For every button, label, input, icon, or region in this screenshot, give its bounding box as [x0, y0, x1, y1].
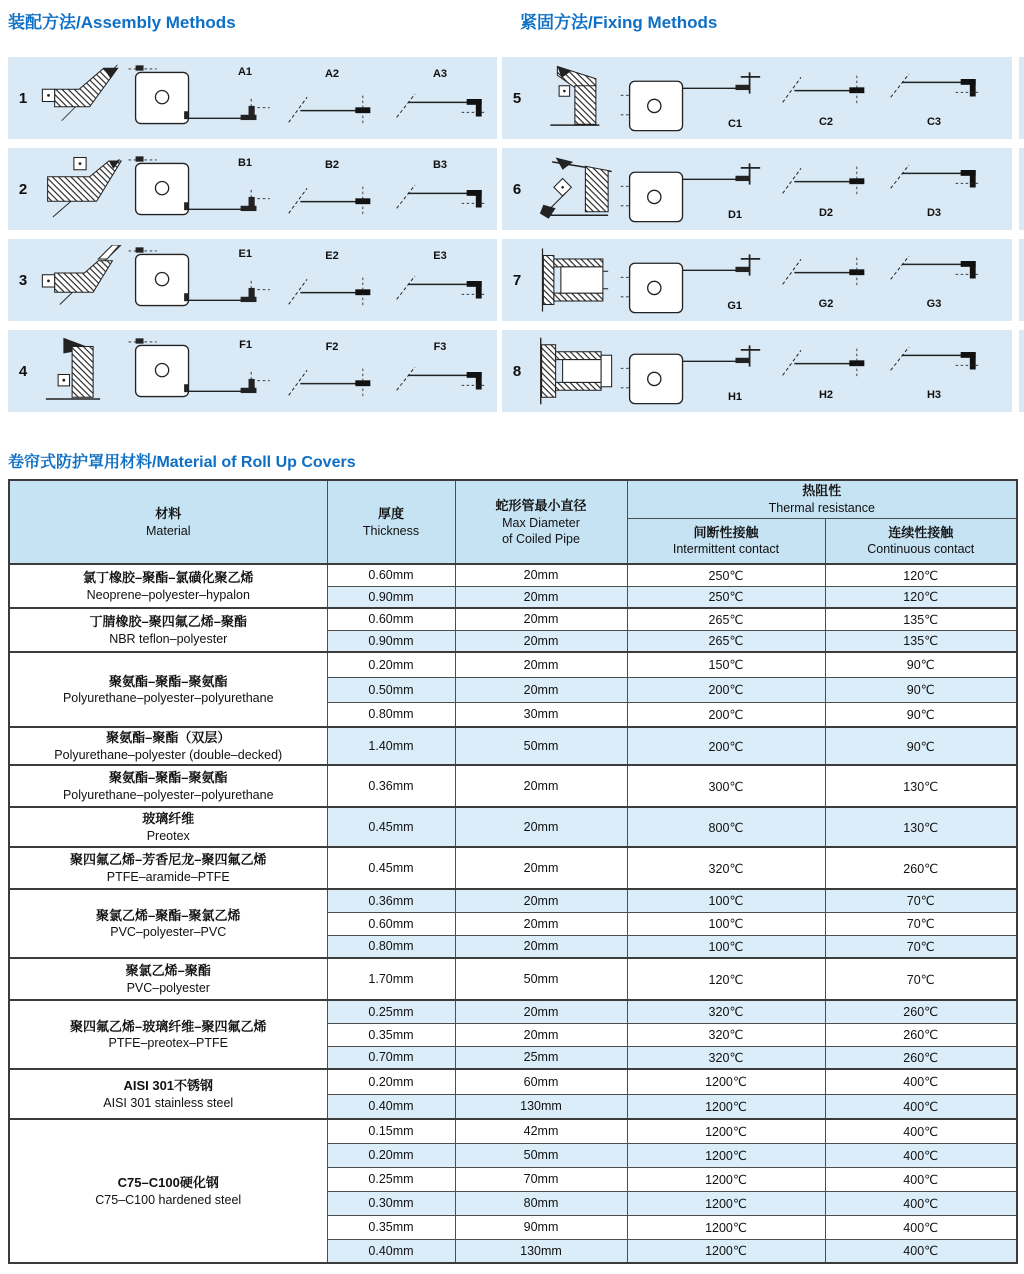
pipe-clamp-diagram [772, 239, 880, 321]
mount-cross-section-icon [532, 245, 616, 315]
fixing-method-row-7 [502, 239, 1012, 321]
thickness-cell: 0.20mm [327, 1143, 455, 1167]
material-cn: 聚氨酯–聚酯（双层） [106, 730, 231, 746]
header-en: Material [146, 523, 191, 538]
pipe-clamp-diagram [278, 330, 386, 412]
intermittent-temp-cell: 120℃ [627, 958, 825, 1000]
thickness-cell: 1.70mm [327, 958, 455, 1000]
pipe-bracket-diagram [386, 148, 494, 230]
thickness-cell: 0.60mm [327, 608, 455, 630]
pipe-bracket-icon [884, 158, 984, 202]
material-en: Preotex [146, 828, 190, 843]
roller-box-icon [125, 243, 275, 317]
material-cn: 聚氨酯–聚酯–聚氨酯 [109, 673, 228, 689]
header-en: Thermal resistance [768, 500, 875, 515]
continuous-temp-cell: 260℃ [825, 1046, 1017, 1069]
continuous-temp-cell: 135℃ [825, 608, 1017, 630]
mount-cross-section-icon [38, 63, 122, 133]
diagram-label: E2 [325, 250, 339, 262]
assembly-method-row-2 [8, 148, 497, 230]
material-cn: 聚氯乙烯–聚酯 [125, 963, 211, 979]
intermittent-temp-cell: 1200℃ [627, 1191, 825, 1215]
continuous-temp-cell: 400℃ [825, 1119, 1017, 1143]
col-header-material [9, 480, 327, 564]
pipe-bracket-icon [884, 67, 984, 111]
material-cn: 聚氯乙烯–聚酯–聚氯乙烯 [96, 907, 241, 923]
continuous-temp-cell: 70℃ [825, 889, 1017, 912]
diameter-cell: 20mm [455, 847, 627, 889]
pipe-bracket-icon [390, 87, 490, 131]
material-cell [9, 958, 327, 1000]
assembly-methods-section [8, 57, 497, 421]
thickness-cell: 0.15mm [327, 1119, 455, 1143]
diameter-cell: 50mm [455, 727, 627, 765]
material-group [9, 1000, 1017, 1069]
header-cn: 热阻性 [802, 483, 842, 499]
continuous-temp-cell: 70℃ [825, 912, 1017, 935]
continuous-temp-cell: 90℃ [825, 702, 1017, 727]
fixing-method-row-5 [502, 57, 1012, 139]
cropped-panel-edge [1019, 57, 1024, 139]
thickness-cell: 0.20mm [327, 652, 455, 677]
table-row [9, 958, 1017, 1000]
material-cell [9, 1000, 327, 1069]
roller-box-diagram [122, 330, 278, 412]
material-cell [9, 807, 327, 847]
assembly-method-row-4 [8, 330, 497, 412]
intermittent-temp-cell: 100℃ [627, 935, 825, 958]
method-number: 6 [512, 180, 522, 198]
thickness-cell: 0.36mm [327, 889, 455, 912]
header-cn: 蛇形管最小直径 [495, 497, 587, 513]
pipe-clamp-icon [776, 249, 876, 293]
cropped-panel-edge [1019, 148, 1024, 230]
diameter-cell: 20mm [455, 630, 627, 652]
material-en: PVC–polyester [126, 980, 210, 995]
diameter-cell: 80mm [455, 1191, 627, 1215]
roller-box-diagram [122, 57, 278, 139]
pipe-bracket-icon [884, 249, 984, 293]
pipe-clamp-diagram [772, 57, 880, 139]
pipe-clamp-icon [776, 67, 876, 111]
material-cn: 氯丁橡胶–聚酯–氯磺化聚乙烯 [83, 570, 254, 586]
pipe-bracket-diagram [386, 57, 494, 139]
intermittent-temp-cell: 200℃ [627, 702, 825, 727]
thickness-cell: 0.45mm [327, 847, 455, 889]
diameter-cell: 130mm [455, 1094, 627, 1119]
intermittent-temp-cell: 1200℃ [627, 1094, 825, 1119]
diameter-cell: 20mm [455, 608, 627, 630]
intermittent-temp-cell: 800℃ [627, 807, 825, 847]
intermittent-temp-cell: 320℃ [627, 1046, 825, 1069]
diameter-cell: 20mm [455, 677, 627, 702]
pipe-bracket-icon [884, 340, 984, 384]
material-group [9, 727, 1017, 765]
material-group [9, 958, 1017, 1000]
roller-box-icon [125, 334, 275, 408]
material-cn: 聚氨酯–聚酯–聚氨酯 [109, 770, 228, 786]
thickness-cell: 0.30mm [327, 1191, 455, 1215]
mount-cross-section-icon [38, 154, 122, 224]
header-en: Intermittent contact [672, 542, 780, 557]
diameter-cell: 42mm [455, 1119, 627, 1143]
diameter-cell: 20mm [455, 912, 627, 935]
intermittent-temp-cell: 1200℃ [627, 1119, 825, 1143]
header-cn: 连续性接触 [888, 524, 954, 540]
table-header [9, 480, 1017, 564]
continuous-temp-cell: 70℃ [825, 935, 1017, 958]
diameter-cell: 50mm [455, 1143, 627, 1167]
continuous-temp-cell: 400℃ [825, 1094, 1017, 1119]
method-number: 4 [18, 362, 28, 380]
continuous-temp-cell: 260℃ [825, 1000, 1017, 1023]
continuous-temp-cell: 400℃ [825, 1191, 1017, 1215]
thickness-cell: 1.40mm [327, 727, 455, 765]
thickness-cell: 0.70mm [327, 1046, 455, 1069]
pipe-bracket-diagram [880, 148, 988, 230]
intermittent-temp-cell: 1200℃ [627, 1215, 825, 1239]
thickness-cell: 0.35mm [327, 1023, 455, 1046]
material-group [9, 889, 1017, 958]
roller-box-diagram [616, 330, 772, 412]
material-en: AISI 301 stainless steel [103, 1095, 234, 1110]
material-cell [9, 564, 327, 608]
material-cell [9, 1119, 327, 1263]
mount-cross-section-icon [532, 154, 616, 224]
diameter-cell: 130mm [455, 1239, 627, 1263]
diagram-label: H3 [926, 389, 942, 401]
table-row [9, 847, 1017, 889]
diameter-cell: 20mm [455, 807, 627, 847]
diagram-label: G2 [818, 298, 834, 310]
material-cell [9, 652, 327, 727]
material-cell [9, 608, 327, 652]
material-group [9, 1119, 1017, 1263]
material-en: NBR teflon–polyester [109, 631, 228, 646]
roller-box-diagram [616, 148, 772, 230]
diameter-cell: 20mm [455, 586, 627, 608]
roller-box-icon [125, 152, 275, 226]
material-en: PTFE–aramide–PTFE [106, 869, 230, 884]
diagram-label: D2 [818, 207, 834, 219]
thickness-cell: 0.25mm [327, 1167, 455, 1191]
col-header-thickness [327, 480, 455, 564]
fixing-methods-section [502, 57, 1012, 421]
header-cn: 材料 [155, 506, 182, 522]
intermittent-temp-cell: 150℃ [627, 652, 825, 677]
diagram-label: C1 [727, 118, 742, 130]
continuous-temp-cell: 400℃ [825, 1143, 1017, 1167]
diagram-label: F2 [325, 341, 339, 353]
roller-box-icon [619, 61, 769, 135]
roller-box-icon [619, 334, 769, 408]
intermittent-temp-cell: 1200℃ [627, 1167, 825, 1191]
material-group [9, 608, 1017, 652]
mount-cross-section-icon [38, 245, 122, 315]
cropped-panel-edge [1019, 239, 1024, 321]
diameter-cell: 20mm [455, 765, 627, 807]
pipe-bracket-diagram [386, 330, 494, 412]
pipe-clamp-diagram [278, 148, 386, 230]
thickness-cell: 0.40mm [327, 1239, 455, 1263]
method-number: 5 [512, 89, 522, 107]
assembly-method-row-3 [8, 239, 497, 321]
pipe-bracket-icon [390, 178, 490, 222]
table-row [9, 652, 1017, 677]
continuous-temp-cell: 70℃ [825, 958, 1017, 1000]
intermittent-temp-cell: 250℃ [627, 564, 825, 586]
continuous-temp-cell: 260℃ [825, 847, 1017, 889]
fixing-method-row-8 [502, 330, 1012, 412]
material-cell [9, 765, 327, 807]
material-en: Polyurethane–polyester (double–decked) [54, 747, 283, 762]
diameter-cell: 25mm [455, 1046, 627, 1069]
continuous-temp-cell: 135℃ [825, 630, 1017, 652]
header-cn: 厚度 [377, 506, 404, 522]
material-en: Polyurethane–polyester–polyurethane [62, 787, 274, 802]
pipe-clamp-diagram [772, 148, 880, 230]
material-en: PVC–polyester–PVC [110, 925, 227, 940]
diagram-label: H1 [727, 391, 742, 403]
material-cell [9, 889, 327, 958]
continuous-temp-cell: 400℃ [825, 1239, 1017, 1263]
diagram-label: E1 [238, 248, 252, 260]
material-cn: 丁腈橡胶–聚四氟乙烯–聚酯 [89, 614, 247, 630]
continuous-temp-cell: 90℃ [825, 727, 1017, 765]
diagram-label: B2 [324, 159, 340, 171]
pipe-clamp-icon [282, 178, 382, 222]
table-row [9, 608, 1017, 630]
material-group [9, 564, 1017, 608]
method-number: 1 [18, 89, 28, 107]
method-number: 2 [18, 180, 28, 198]
continuous-temp-cell: 90℃ [825, 677, 1017, 702]
col-header-thermal-resistance [627, 480, 1017, 518]
thickness-cell: 0.80mm [327, 702, 455, 727]
table-row [9, 807, 1017, 847]
diagram-label: A1 [237, 66, 252, 78]
pipe-clamp-diagram [278, 57, 386, 139]
thickness-cell: 0.36mm [327, 765, 455, 807]
material-group [9, 1069, 1017, 1119]
col-header-continuous-contact [825, 518, 1017, 564]
roller-box-icon [125, 61, 275, 135]
material-group [9, 847, 1017, 889]
materials-table [8, 479, 1018, 1264]
diagram-label: B3 [432, 159, 448, 171]
material-group [9, 652, 1017, 727]
pipe-bracket-icon [390, 269, 490, 313]
diameter-cell: 50mm [455, 958, 627, 1000]
roller-box-diagram [122, 148, 278, 230]
thickness-cell: 0.60mm [327, 912, 455, 935]
intermittent-temp-cell: 320℃ [627, 847, 825, 889]
material-en: Polyurethane–polyester–polyurethane [62, 691, 274, 706]
material-cn: AISI 301不锈钢 [123, 1078, 214, 1094]
diameter-cell: 20mm [455, 1000, 627, 1023]
pipe-clamp-icon [776, 340, 876, 384]
diameter-cell: 20mm [455, 652, 627, 677]
diagram-label: F3 [433, 341, 447, 353]
continuous-temp-cell: 130℃ [825, 807, 1017, 847]
pipe-bracket-diagram [386, 239, 494, 321]
material-cn: C75–C100硬化钢 [117, 1175, 219, 1191]
mount-cross-section-icon [532, 336, 616, 406]
material-cell [9, 847, 327, 889]
continuous-temp-cell: 400℃ [825, 1215, 1017, 1239]
diagram-label: D1 [727, 209, 742, 221]
header-en: of Coiled Pipe [502, 531, 580, 546]
continuous-temp-cell: 400℃ [825, 1069, 1017, 1094]
intermittent-temp-cell: 1200℃ [627, 1143, 825, 1167]
table-row [9, 564, 1017, 586]
material-cell [9, 1069, 327, 1119]
material-en: Neoprene–polyester–hypalon [86, 587, 250, 602]
roller-box-icon [619, 243, 769, 317]
diagram-label: B1 [237, 157, 252, 169]
roller-box-diagram [122, 239, 278, 321]
diameter-cell: 20mm [455, 1023, 627, 1046]
col-header-intermittent-contact [627, 518, 825, 564]
table-row [9, 765, 1017, 807]
continuous-temp-cell: 400℃ [825, 1167, 1017, 1191]
intermittent-temp-cell: 1200℃ [627, 1069, 825, 1094]
col-header-diameter [455, 480, 627, 564]
thickness-cell: 0.90mm [327, 586, 455, 608]
header-cn: 间断性接触 [693, 524, 759, 540]
pipe-clamp-diagram [772, 330, 880, 412]
table-row [9, 889, 1017, 912]
thickness-cell: 0.25mm [327, 1000, 455, 1023]
diameter-cell: 20mm [455, 889, 627, 912]
diagram-label: A3 [432, 68, 448, 80]
table-row [9, 1069, 1017, 1094]
pipe-clamp-diagram [278, 239, 386, 321]
intermittent-temp-cell: 100℃ [627, 889, 825, 912]
diameter-cell: 60mm [455, 1069, 627, 1094]
table-row [9, 727, 1017, 765]
material-cell [9, 727, 327, 765]
diagram-label: E3 [433, 250, 447, 262]
intermittent-temp-cell: 1200℃ [627, 1239, 825, 1263]
intermittent-temp-cell: 300℃ [627, 765, 825, 807]
intermittent-temp-cell: 250℃ [627, 586, 825, 608]
diagram-label: C2 [818, 116, 834, 128]
intermittent-temp-cell: 200℃ [627, 677, 825, 702]
diameter-cell: 90mm [455, 1215, 627, 1239]
diagram-label: H2 [818, 389, 834, 401]
intermittent-temp-cell: 265℃ [627, 608, 825, 630]
mount-cross-section-icon [38, 336, 122, 406]
continuous-temp-cell: 120℃ [825, 586, 1017, 608]
intermittent-temp-cell: 100℃ [627, 912, 825, 935]
continuous-temp-cell: 120℃ [825, 564, 1017, 586]
materials-table-title: 卷帘式防护罩用材料/Material of Roll Up Covers [8, 454, 356, 471]
header-en: Continuous contact [867, 542, 975, 557]
material-en: PTFE–preotex–PTFE [108, 1036, 228, 1051]
material-en: C75–C100 hardened steel [95, 1192, 242, 1207]
diagram-label: F1 [239, 339, 252, 351]
material-group [9, 807, 1017, 847]
table-row [9, 1119, 1017, 1143]
method-number: 3 [18, 271, 28, 289]
diagram-label: C3 [926, 116, 942, 128]
pipe-clamp-icon [776, 158, 876, 202]
diameter-cell: 70mm [455, 1167, 627, 1191]
thickness-cell: 0.60mm [327, 564, 455, 586]
intermittent-temp-cell: 320℃ [627, 1000, 825, 1023]
pipe-bracket-diagram [880, 330, 988, 412]
table-header-row [9, 480, 1017, 518]
method-number: 7 [512, 271, 522, 289]
fixing-method-row-6 [502, 148, 1012, 230]
table-row [9, 1000, 1017, 1023]
diagram-label: A2 [324, 68, 340, 80]
diameter-cell: 20mm [455, 564, 627, 586]
method-number: 8 [512, 362, 522, 380]
roller-box-icon [619, 152, 769, 226]
thickness-cell: 0.80mm [327, 935, 455, 958]
assembly-methods-title: 装配方法/Assembly Methods [8, 13, 236, 32]
thickness-cell: 0.20mm [327, 1069, 455, 1094]
pipe-clamp-icon [282, 269, 382, 313]
pipe-bracket-icon [390, 360, 490, 404]
roller-box-diagram [616, 57, 772, 139]
material-group [9, 765, 1017, 807]
roller-box-diagram [616, 239, 772, 321]
thickness-cell: 0.45mm [327, 807, 455, 847]
diagram-label: G3 [926, 298, 942, 310]
header-en: Thickness [362, 523, 420, 538]
material-cn: 聚四氟乙烯–玻璃纤维–聚四氟乙烯 [70, 1018, 267, 1034]
assembly-method-row-1 [8, 57, 497, 139]
pipe-bracket-diagram [880, 57, 988, 139]
pipe-clamp-icon [282, 360, 382, 404]
fixing-methods-title: 紧固方法/Fixing Methods [520, 13, 718, 32]
header-en: Max Diameter [502, 515, 580, 530]
mount-cross-section-icon [532, 63, 616, 133]
continuous-temp-cell: 90℃ [825, 652, 1017, 677]
diagram-label: D3 [926, 207, 942, 219]
diameter-cell: 30mm [455, 702, 627, 727]
continuous-temp-cell: 260℃ [825, 1023, 1017, 1046]
pipe-clamp-icon [282, 87, 382, 131]
thickness-cell: 0.50mm [327, 677, 455, 702]
cropped-panel-edge [1019, 330, 1024, 412]
intermittent-temp-cell: 200℃ [627, 727, 825, 765]
intermittent-temp-cell: 320℃ [627, 1023, 825, 1046]
thickness-cell: 0.35mm [327, 1215, 455, 1239]
diameter-cell: 20mm [455, 935, 627, 958]
material-cn: 聚四氟乙烯–芳香尼龙–聚四氟乙烯 [70, 852, 267, 868]
intermittent-temp-cell: 265℃ [627, 630, 825, 652]
thickness-cell: 0.40mm [327, 1094, 455, 1119]
thickness-cell: 0.90mm [327, 630, 455, 652]
pipe-bracket-diagram [880, 239, 988, 321]
material-cn: 玻璃纤维 [142, 811, 195, 827]
diagram-label: G1 [727, 300, 742, 312]
continuous-temp-cell: 130℃ [825, 765, 1017, 807]
